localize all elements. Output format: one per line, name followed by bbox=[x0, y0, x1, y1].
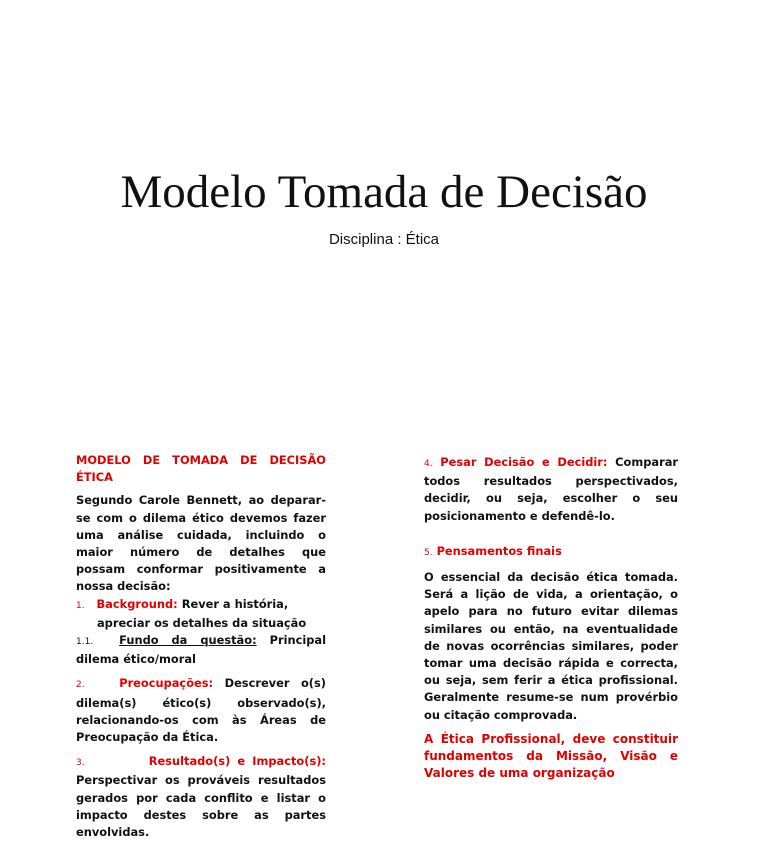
item-number: 4. bbox=[424, 459, 433, 469]
item-label: Preocupações: bbox=[119, 676, 214, 691]
closing-statement: A Ética Profissional, deve constituir fundamentos da Missão, Visão e Valores de uma organização bbox=[424, 731, 678, 781]
item-number: 3. bbox=[76, 758, 85, 769]
item-pensamentos-finais bbox=[424, 543, 678, 562]
item-number: 1. bbox=[76, 600, 85, 611]
item-label: Fundo da questão: bbox=[119, 633, 257, 648]
item-resultados bbox=[76, 753, 326, 841]
item-pesar-decisao bbox=[424, 454, 678, 525]
item-text: Comparar todos resultados perspectivados, decidir, ou seja, escolher o seu posicionamento e defendê-lo. bbox=[424, 455, 678, 523]
item-text: Descrever o(s) dilema(s) ético(s) observado(s), relacionando-os com às Áreas de Preocupação da Ética. bbox=[76, 676, 326, 745]
item-text: Rever a história, bbox=[177, 596, 289, 611]
document-title: Modelo Tomada de Decisão bbox=[120, 166, 648, 218]
item-number: 5. bbox=[424, 547, 433, 558]
item-label: Pesar Decisão e Decidir: bbox=[440, 455, 608, 469]
item-fundo-questao bbox=[76, 632, 326, 668]
document-subtitle: Disciplina : Ética bbox=[328, 231, 440, 248]
left-column bbox=[76, 452, 326, 841]
section-heading: MODELO DE TOMADA DE DECISÃO ÉTICA bbox=[76, 453, 326, 485]
item-label: Background: bbox=[96, 596, 178, 611]
item-text: Principal dilema ético/moral bbox=[76, 633, 326, 667]
item-background-continuation: apreciar os detalhes da situação bbox=[97, 615, 307, 630]
right-column bbox=[424, 454, 678, 782]
item-number: 2. bbox=[76, 680, 85, 691]
intro-paragraph: Segundo Carole Bennett, ao deparar-se com o dilema ético devemos fazer uma análise cuidada, incluindo o maior número de detalhes que possam conformar positivamente a nossa decisão: bbox=[76, 493, 326, 594]
item-preocupacoes bbox=[76, 675, 326, 746]
item-text: Perspectivar os prováveis resultados gerados por cada conflito e listar o impacto destes sobre as partes envolvidas. bbox=[76, 773, 326, 840]
item-number: 1.1. bbox=[76, 637, 94, 648]
final-paragraph: O essencial da decisão ética tomada. Será a lição de vida, a orientação, o apelo para no futuro evitar dilemas similares ou então, na eventualidade de novas ocorrências similares, poder tomar uma decisão rápida e correcta, ou seja, sem ferir a ética profissional. Geralmente resume-se num provérbio ou citação comprovada. bbox=[424, 570, 678, 722]
item-background bbox=[76, 596, 326, 615]
item-label: Resultado(s) e Impacto(s): bbox=[148, 754, 326, 769]
item-label: Pensamentos finais bbox=[436, 543, 562, 558]
